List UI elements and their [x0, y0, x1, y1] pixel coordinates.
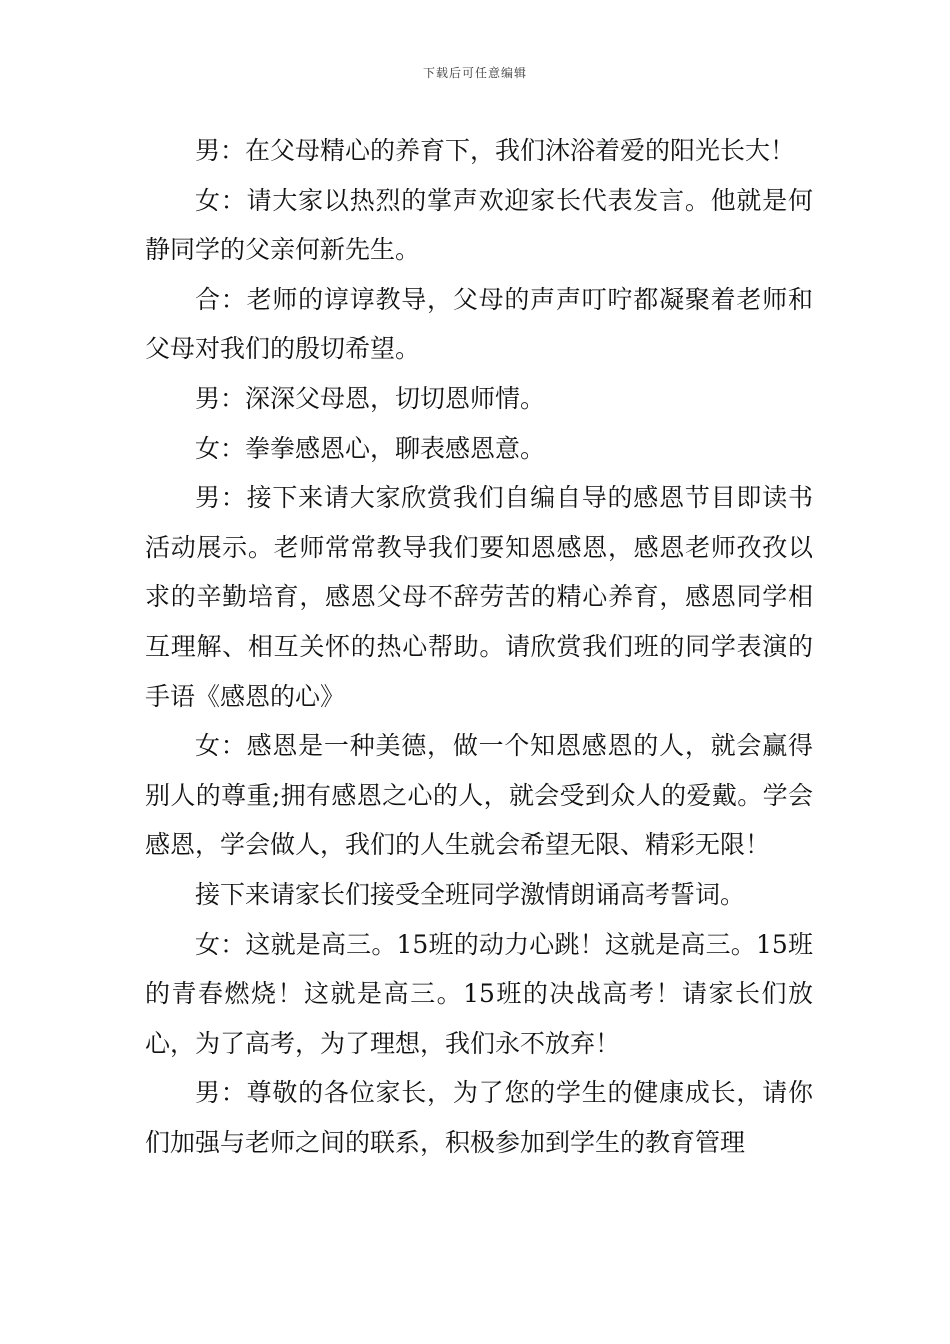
- paragraph: 男：接下来请大家欣赏我们自编自导的感恩节目即读书活动展示。老师常常教导我们要知恩感恩，感恩老师孜孜以求的辛勤培育，感恩父母不辞劳苦的精心养育，感恩同学相互理解、相互关怀的热心帮助。请欣赏我们班的同学表演的手语《感恩的心》: [145, 483, 813, 711]
- paragraph: 女：拳拳感恩心，聊表感恩意。: [195, 433, 546, 463]
- paragraph: 男：尊敬的各位家长，为了您的学生的健康成长，请你们加强与老师之间的联系，积极参加到学生的教育管理: [145, 1078, 813, 1157]
- paragraph: 男：在父母精心的养育下，我们沐浴着爱的阳光长大！: [195, 136, 796, 165]
- paragraph: 合：老师的谆谆教导，父母的声声叮咛都凝聚着老师和父母对我们的殷切希望。: [145, 284, 813, 364]
- paragraph: 女：感恩是一种美德，做一个知恩感恩的人，就会赢得别人的尊重;拥有感恩之心的人，就会受到众人的爱戴。学会感恩，学会做人，我们的人生就会希望无限、精彩无限！: [145, 731, 813, 860]
- paragraph: 男：深深父母恩，切切恩师情。: [195, 383, 546, 413]
- paragraph: 接下来请家长们接受全班同学激情朗诵高考誓词。: [195, 879, 746, 909]
- page-header: 下载后可任意编辑: [422, 66, 527, 80]
- paragraph: 女：这就是高三。15班的动力心跳！这就是高三。15班的青春燃烧！这就是高三。15班的决战高考！请家长们放心，为了高考，为了理想，我们永不放弃！: [145, 929, 813, 1058]
- document-body: [145, 126, 813, 1167]
- paragraph: 女：请大家以热烈的掌声欢迎家长代表发言。他就是何静同学的父亲何新先生。: [145, 185, 813, 265]
